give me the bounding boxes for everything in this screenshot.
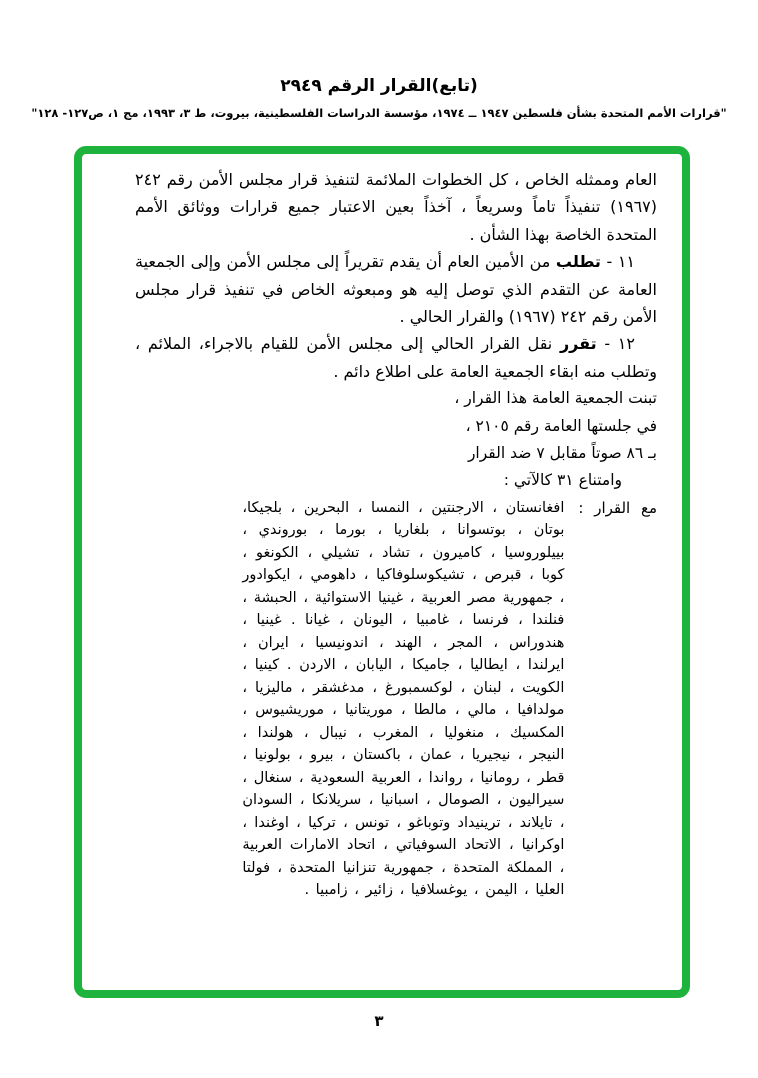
- adoption-line-3: بـ ٨٦ صوتاً مقابل ٧ ضد القرار: [467, 444, 657, 463]
- clause-11-keyword: تطلب: [555, 252, 601, 272]
- vote-with-label: مع القرار :: [578, 498, 657, 517]
- clause-11-text: من الأمين العام أن يقدم تقريراً إلى مجلس الأمن وإلى الجمعية العامة عن التقدم الذي توصل إليه هو ومبعوثه الخاص في تنفيذ قرار مجلس الأمن رقم ٢٤٢ (١٩٦٧) والقرار الحالي .: [135, 252, 657, 327]
- clause-12-number: ١٢ -: [596, 334, 635, 354]
- clause-11: [135, 248, 657, 330]
- clause-12-keyword: تقرر: [559, 334, 597, 354]
- page-number: ٣: [374, 1012, 384, 1030]
- paragraph-continuation: العام وممثله الخاص ، كل الخطوات الملائمة لتنفيذ قرار مجلس الأمن رقم ٢٤٢ (١٩٦٧) تنفيذاً تاماً وسريعاً ، آخذاً بعين الاعتبار جميع قرارات ووثائق الأمم المتحدة الخاصة بهذا الشأن .: [135, 170, 657, 244]
- citation-line: "قرارات الأمم المتحدة بشأن فلسطين ١٩٤٧ ــ ١٩٧٤، مؤسسة الدراسات الفلسطينية، بيروت، ط ٣، ١٩٩٣، مج ١، ص١٢٧- ١٢٨": [31, 106, 727, 120]
- clause-12-text: نقل القرار الحالي إلى مجلس الأمن للقيام بالاجراء، الملائم ، وتطلب منه ابقاء الجمعية العامة على اطلاع دائم .: [135, 334, 657, 381]
- adoption-note: [135, 385, 657, 495]
- page-title: (تابع)القرار الرقم ٢٩٤٩: [280, 76, 478, 96]
- vote-with-block: [135, 497, 657, 902]
- adoption-line-2: في جلستها العامة رقم ٢١٠٥ ،: [465, 416, 657, 435]
- resolution-frame: [74, 146, 690, 998]
- adoption-line-4: وامتناع ٣١ كالآتي :: [503, 471, 622, 490]
- clause-12: [135, 330, 657, 385]
- resolution-text-column: [135, 166, 657, 902]
- adoption-line-1: تبنت الجمعية العامة هذا القرار ،: [454, 389, 657, 408]
- vote-with-countries: افغانستان ، الارجنتين ، النمسا ، البحرين ، بلجيكا، بوتان ، بوتسوانا ، بلغاريا ، بورما ، بوروندي ، بييلوروسيا ، كاميرون ، تشاد ، تشيلي ، الكونغو ، كوبا ، قبرص ، تشيكوسلوفاكيا ، داهومي ، ايكوادور ، جمهورية مصر العربية ، غينيا الاستوائية ، الحبشة ، فنلندا ، فرنسا ، غامبيا ، اليونان ، غيانا . غينيا ، هندوراس ، المجر ، الهند ، اندونيسيا ، ايران ، ايرلندا ، ايطاليا ، جاميكا ، اليابان ، الاردن . كينيا ، الكويت ، لبنان ، لوكسمبورغ ، مدغشقر ، ماليزيا ، مولدافيا ، مالي ، مالطا ، موريتانيا ، موريشيوس ، المكسيك ، منغوليا ، المغرب ، نيبال ، هولندا ، النيجر ، نيجيريا ، عمان ، باكستان ، بيرو ، بولونيا ، قطر ، رومانيا ، رواندا ، العربية السعودية ، سنغال ، سيراليون ، الصومال ، اسبانيا ، سريلانكا ، السودان ، تايلاند ، ترينيداد وتوباغو ، تونس ، تركيا ، اوغندا ، اوكرانيا ، الاتحاد السوفياتي ، اتحاد الامارات العربية ، المملكة المتحدة ، جمهورية تنزانيا المتحدة ، فولتا العليا ، اليمن ، يوغسلافيا ، زائير ، زامبيا .: [242, 499, 565, 899]
- clause-11-number: ١١ -: [600, 252, 635, 272]
